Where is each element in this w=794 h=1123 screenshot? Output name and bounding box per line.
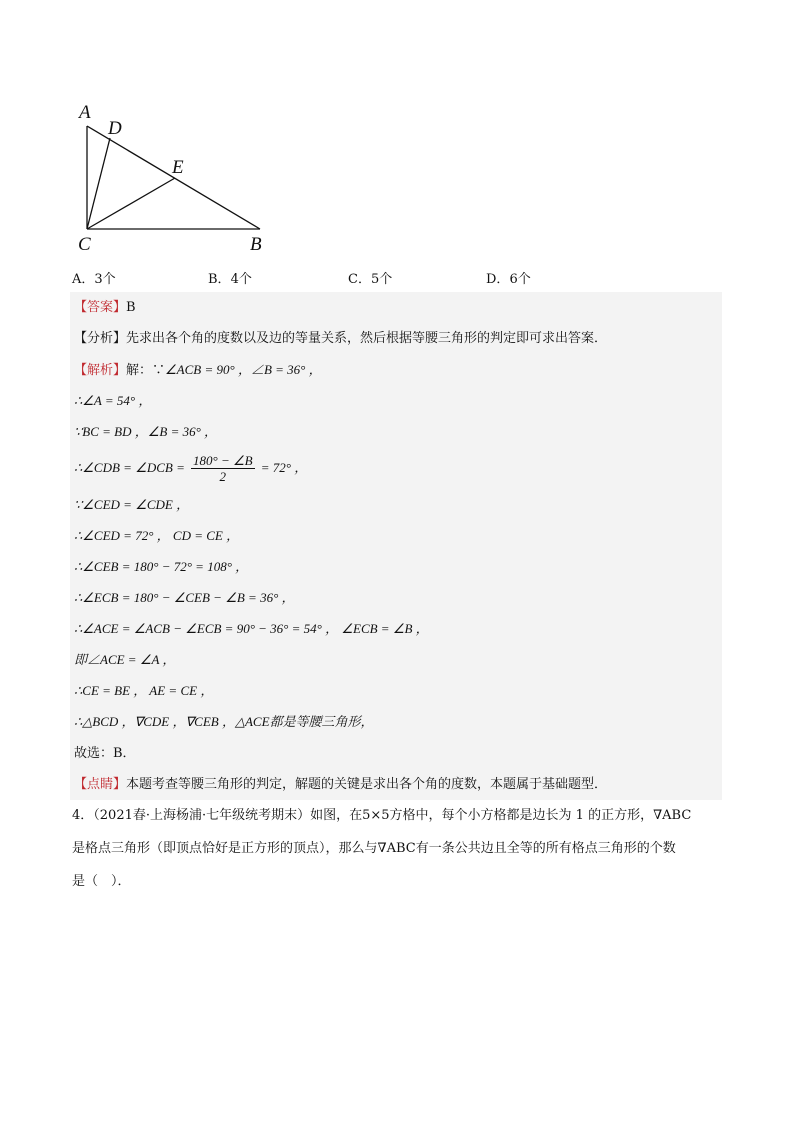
jiexi-tag: 【解析】 [74,363,127,378]
option-b: B．4个 [208,272,252,287]
answer-line [74,298,136,318]
step-6: ∴∠CED = 72° ， CD = CE ， [74,528,240,543]
segment-ce [87,178,175,229]
dianjing-tag: 【点睛】 [74,777,127,792]
step-8: ∴∠ECB = 180° − ∠CEB − ∠B = 36° ， [74,590,295,605]
analysis-line [74,329,607,349]
fraction-numerator: 180° − ∠B [193,453,253,468]
option-c: C．5个 [348,272,393,287]
vertex-label-e: E [172,157,184,178]
step-4 [74,452,307,485]
analysis-tag: 【分析】 [74,331,127,346]
answer-options [72,268,732,288]
step-2: ∴∠A = 54° ， [74,393,152,408]
segment-cd [87,138,110,229]
dianjing-line [74,775,607,795]
question-4-line-3: 是（ ）． [72,874,131,889]
step-13: 故选：B． [74,746,136,761]
step-12: ∴△BCD ，∇CDE ，∇CEB ，△ACE都是等腰三角形， [74,714,374,729]
dianjing-text: 本题考查等腰三角形的判定，解题的关键是求出各个角的度数，本题属于基础题型． [126,777,608,792]
vertex-label-a: A [79,102,91,123]
triangle-figure [70,96,280,256]
step-1: ∠ACB = 90° ，∠B = 36° ， [165,362,322,377]
step-3: ∵BC = BD ，∠B = 36° ， [74,424,218,439]
answer-value: B [126,300,136,315]
step-7: ∴∠CEB = 180° − 72° = 108° ， [74,559,249,574]
option-a: A．3个 [72,272,116,287]
fraction-denominator: 2 [219,469,227,484]
option-d: D．6个 [486,272,531,287]
question-4-line-2: 是格点三角形（即顶点恰好是正方形的顶点），那么与∇ABC有一条公共边且全等的所有格点三角形的个数 [72,841,676,856]
step-10: 即∠ACE = ∠A ， [74,652,176,667]
vertex-label-c: C [78,234,91,255]
vertex-label-d: D [108,118,122,139]
solution-panel [70,292,722,800]
analysis-text: 先求出各个角的度数以及边的等量关系，然后根据等腰三角形的判定即可求出答案． [126,331,608,346]
step-5: ∵∠CED = ∠CDE ， [74,497,190,512]
answer-tag: 【答案】 [74,300,127,315]
jiexi-intro: 解：∵ [126,363,166,378]
vertex-label-b: B [250,234,262,255]
step-4-rhs: = 72° ， [260,460,308,475]
fraction [191,453,255,484]
step-9: ∴∠ACE = ∠ACB − ∠ECB = 90° − 36° = 54° ， ∠ECB = ∠B ， [74,621,429,636]
question-4-line-1: 4．（2021春·上海杨浦·七年级统考期末）如图，在5×5方格中，每个小方格都是边长为 1 的正方形，∇ABC [72,808,692,823]
step-11: ∴CE = BE ， AE = CE ， [74,683,214,698]
step-4-lhs: ∴∠CDB = ∠DCB = [74,460,185,475]
jiexi-line [74,360,322,381]
